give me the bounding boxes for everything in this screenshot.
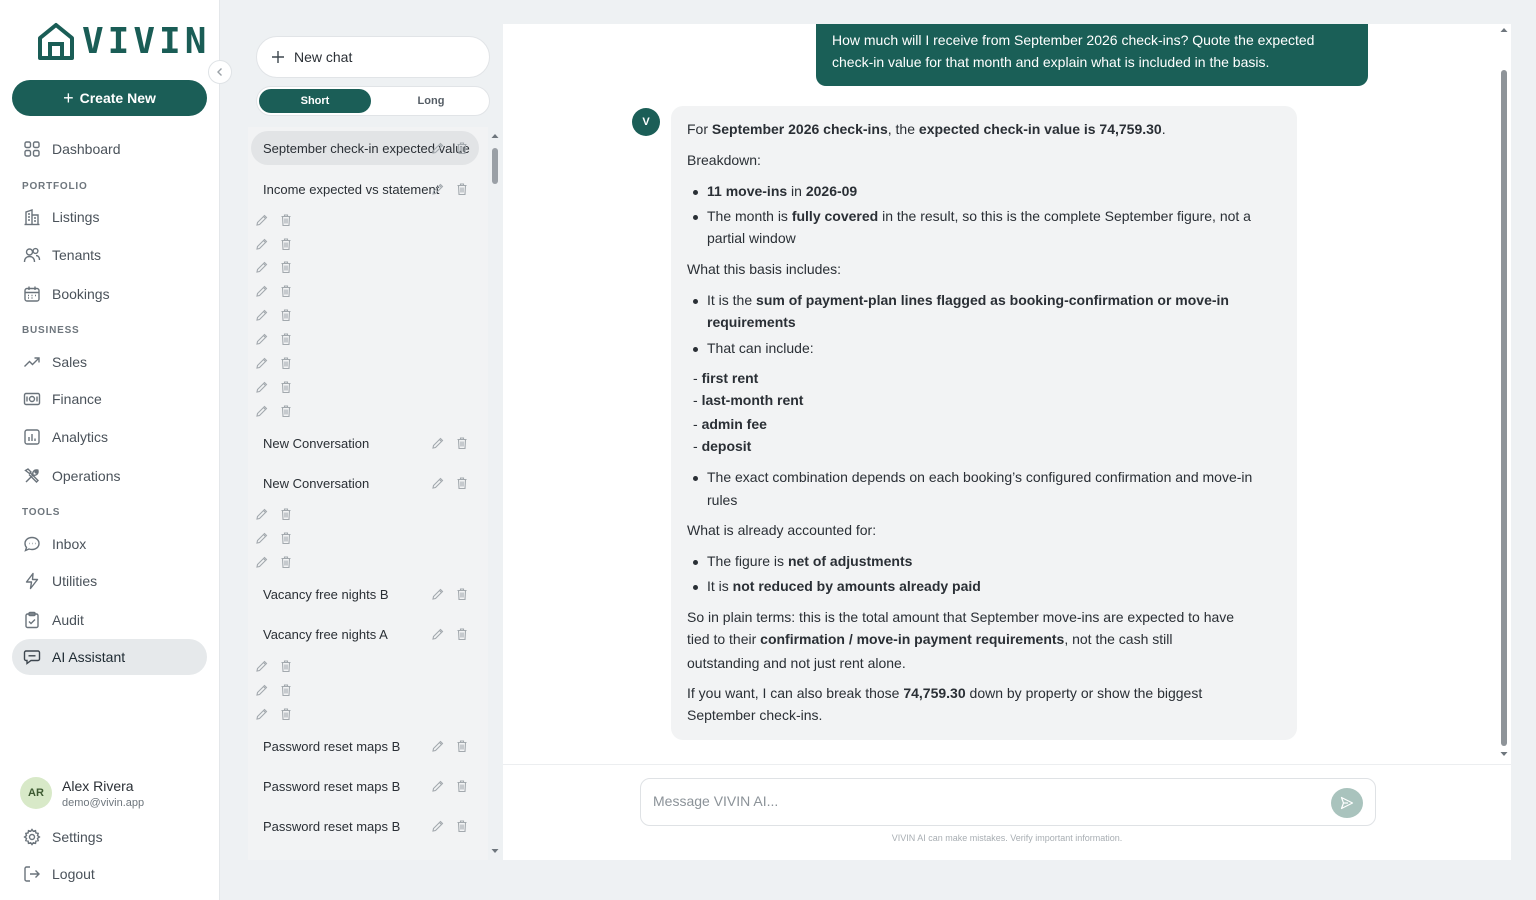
assistant-avatar: V [632,108,660,136]
accounted-item-1: The figure is net of adjustments [707,553,913,569]
trash-icon[interactable] [279,237,293,251]
sidebar-item-utilities[interactable] [12,563,207,599]
pencil-icon[interactable] [255,707,269,721]
composer-divider [503,764,1511,765]
scroll-thumb[interactable] [1501,70,1507,746]
pencil-icon[interactable] [255,260,269,274]
pencil-icon[interactable] [255,555,269,569]
scroll-up-icon [490,132,500,140]
chat-scrollbar[interactable] [1499,26,1509,760]
untitled-conversation-item[interactable] [255,683,293,697]
untitled-conversation-item[interactable] [255,356,293,370]
pencil-icon[interactable] [431,587,445,601]
logout-icon [23,865,41,883]
trash-icon[interactable] [455,739,469,753]
trash-icon[interactable] [279,555,293,569]
trash-icon[interactable] [455,182,469,196]
conversation-actions [431,436,469,450]
sidebar-item-label: Bookings [52,286,110,302]
conversation-title: New Conversation [263,435,370,451]
untitled-conversation-item[interactable] [255,332,293,346]
dash-item: - admin fee [693,416,767,432]
sidebar [0,0,220,900]
new-chat-button[interactable] [256,36,490,78]
send-icon [1340,796,1354,810]
breakdown-item-2-cont: partial window [707,230,796,246]
trash-icon[interactable] [279,659,293,673]
calendar-icon [23,285,41,303]
pencil-icon[interactable] [255,356,269,370]
breakdown-item-1: 11 move-ins in 2026-09 [707,183,858,199]
conversation-title: Password reset maps B [263,818,401,834]
user-message: How much will I receive from September 2026 check-ins? Quote the expected check-in value for that month and explain what is included in the basis. [816,24,1368,86]
chevron-left-icon [215,67,225,77]
pencil-icon[interactable] [255,284,269,298]
trash-icon[interactable] [279,356,293,370]
summary-line-1: So in plain terms: this is the total amount that September move-ins are expected to have [687,609,1235,625]
conversation-item[interactable] [251,577,479,611]
chat-area [503,24,1511,860]
lightning-icon [23,572,41,590]
conversation-actions [431,182,469,196]
bullet-dot [693,476,698,481]
users-icon [23,246,41,264]
pencil-icon[interactable] [255,213,269,227]
building-icon [23,208,41,226]
trash-icon[interactable] [455,779,469,793]
untitled-conversation-item[interactable] [255,380,293,394]
conversation-actions [431,739,469,753]
conversation-list-scrollbar[interactable] [490,132,500,857]
sidebar-item-operations[interactable] [12,458,207,494]
trash-icon[interactable] [455,587,469,601]
settings-label: Settings [52,829,103,845]
logout-link[interactable] [12,856,207,892]
pencil-icon[interactable] [255,683,269,697]
conversation-item[interactable] [251,172,479,206]
length-toggle [256,86,490,116]
banknote-icon [23,390,41,408]
accounted-item-2: It is not reduced by amounts already paid [707,578,981,594]
scroll-up-icon [1499,26,1509,34]
sidebar-item-label: Sales [52,354,88,370]
scroll-down-icon [490,847,500,855]
clipboard-icon [23,611,41,629]
assistant-message [671,106,1297,740]
breakdown-heading: Breakdown: [687,152,761,168]
pencil-icon[interactable] [255,332,269,346]
grid-icon [23,140,41,158]
sidebar-item-label: Audit [52,612,84,628]
dash-item: - deposit [693,438,752,454]
collapse-sidebar-button[interactable] [208,60,232,84]
trash-icon[interactable] [455,436,469,450]
bullet-dot [693,347,698,352]
trash-icon[interactable] [279,308,293,322]
conversation-item[interactable] [251,809,479,843]
breakdown-item-2: The month is fully covered in the result, so this is the complete September figure, not a [707,208,1251,224]
sidebar-item-label: Inbox [52,536,87,552]
untitled-conversation-item[interactable] [255,404,293,418]
conversation-title: New Conversation [263,475,370,491]
untitled-conversation-item[interactable] [255,531,293,545]
summary-line-2: tied to their confirmation / move-in payment requirements, not the cash still [687,631,1173,647]
logo-house-icon [36,22,76,62]
sidebar-item-label: Tenants [52,247,102,263]
trash-icon[interactable] [455,819,469,833]
section-label-business: BUSINESS [22,325,80,336]
user-profile[interactable] [20,777,144,809]
conversation-title: Vacancy free nights B [263,586,389,602]
message-input[interactable] [653,793,1313,809]
sidebar-item-label: Analytics [52,429,109,445]
conversation-actions [431,627,469,641]
avatar: AR [20,777,52,809]
disclaimer: VIVIN AI can make mistakes. Verify important information. [891,833,1123,843]
conversation-item[interactable] [251,426,479,460]
sidebar-item-label: Dashboard [52,141,121,157]
sidebar-item-label: Operations [52,468,121,484]
pencil-icon[interactable] [255,380,269,394]
bullet-dot [693,560,698,565]
trend-up-icon [23,353,41,371]
settings-link[interactable] [12,819,207,855]
new-chat-label: New chat [294,49,353,65]
pencil-icon[interactable] [431,476,445,490]
sidebar-item-bookings[interactable] [12,276,207,312]
section-label-portfolio: PORTFOLIO [22,181,88,192]
offer-line-2: September check-ins. [687,707,823,723]
dash-item: - first rent [693,370,759,386]
plus-icon [271,50,285,64]
logo-text: VIVIN [82,21,211,62]
dash-item: - last-month rent [693,392,804,408]
conversation-item[interactable] [251,729,479,763]
conversation-item[interactable] [251,131,479,165]
trash-icon[interactable] [279,683,293,697]
conversation-actions [431,587,469,601]
conversation-list [248,127,488,860]
sidebar-item-label: Utilities [52,573,98,589]
untitled-conversation-item[interactable] [255,507,293,521]
sidebar-item-label: Listings [52,209,100,225]
plus-icon: + [63,88,74,108]
bar-chart-icon [23,428,41,446]
pencil-icon[interactable] [431,819,445,833]
pencil-icon[interactable] [431,739,445,753]
sidebar-item-tenants[interactable] [12,237,207,273]
sidebar-item-ai-assistant[interactable] [12,639,207,675]
gear-icon [23,828,41,846]
bullet-dot [693,299,698,304]
bullet-dot [693,215,698,220]
sidebar-item-analytics[interactable] [12,419,207,455]
trash-icon[interactable] [279,507,293,521]
untitled-conversation-item[interactable] [255,260,293,274]
section-label-tools: TOOLS [22,507,61,518]
pencil-icon[interactable] [431,627,445,641]
trash-icon[interactable] [455,627,469,641]
trash-icon[interactable] [279,707,293,721]
basis-item-3: The exact combination depends on each booking’s configured confirmation and move-in [707,469,1253,485]
basis-item-3-cont: rules [707,492,738,508]
conversation-title: Vacancy free nights A [263,626,388,642]
untitled-conversation-item[interactable] [255,284,293,298]
assistant-icon [23,648,41,666]
basis-heading: What this basis includes: [687,261,842,277]
trash-icon[interactable] [279,404,293,418]
trash-icon[interactable] [279,380,293,394]
toggle-long[interactable]: Long [417,95,445,107]
app-logo[interactable] [36,22,210,62]
untitled-conversation-item[interactable] [255,213,293,227]
create-new-label: Create New [79,90,156,106]
send-button[interactable] [1331,788,1363,818]
sidebar-item-sales[interactable] [12,344,207,380]
conversation-item[interactable] [251,617,479,651]
answer-intro: For September 2026 check-ins, the expected check-in value is 74,759.30. [687,121,1166,137]
pencil-icon[interactable] [255,531,269,545]
pencil-icon[interactable] [431,779,445,793]
toggle-short[interactable]: Short [259,89,371,113]
trash-icon[interactable] [279,284,293,298]
create-new-button[interactable] [12,80,207,116]
conversation-title: Password reset maps B [263,778,401,794]
pencil-icon[interactable] [431,141,445,155]
user-email: demo@vivin.app [62,796,145,809]
user-name: Alex Rivera [62,777,134,794]
bullet-dot [693,190,698,195]
offer-line-1: If you want, I can also break those 74,759.30 down by property or show the biggest [687,685,1203,701]
trash-icon[interactable] [279,332,293,346]
summary-line-3: outstanding and not just rent alone. [687,655,906,671]
untitled-conversation-item[interactable] [255,659,293,673]
conversation-actions [431,141,469,155]
untitled-conversation-item[interactable] [255,308,293,322]
trash-icon[interactable] [455,141,469,155]
sidebar-item-label: AI Assistant [52,649,126,665]
sidebar-item-label: Finance [52,391,102,407]
conversation-title: Income expected vs statement [263,181,440,197]
pencil-icon[interactable] [255,404,269,418]
pencil-icon[interactable] [255,308,269,322]
basis-item-2: That can include: [707,340,814,356]
trash-icon[interactable] [279,531,293,545]
pencil-icon[interactable] [255,659,269,673]
conversation-actions [431,476,469,490]
conversation-actions [431,819,469,833]
scroll-thumb[interactable] [492,148,498,184]
basis-item-1: It is the sum of payment-plan lines flagged as booking-confirmation or move-in [707,292,1229,308]
conversation-title: Password reset maps B [263,738,401,754]
trash-icon[interactable] [279,260,293,274]
message-composer [640,778,1376,826]
untitled-conversation-item[interactable] [255,555,293,569]
scroll-down-icon [1499,750,1509,758]
logout-label: Logout [52,866,95,882]
sidebar-item-dashboard[interactable] [12,131,207,167]
untitled-conversation-item[interactable] [255,237,293,251]
pencil-icon[interactable] [255,237,269,251]
conversation-actions [431,779,469,793]
basis-item-1-cont: requirements [707,314,796,330]
sidebar-item-audit[interactable] [12,602,207,638]
sidebar-item-listings[interactable] [12,199,207,235]
pencil-icon[interactable] [255,507,269,521]
bullet-dot [693,585,698,590]
untitled-conversation-item[interactable] [255,707,293,721]
tools-icon [23,467,41,485]
conversation-item[interactable] [251,769,479,803]
conversation-item[interactable] [251,466,479,500]
conversation-title: September check-in expected value [263,140,470,156]
trash-icon[interactable] [279,213,293,227]
accounted-heading: What is already accounted for: [687,522,877,538]
sidebar-item-finance[interactable] [12,381,207,417]
sidebar-item-inbox[interactable] [12,526,207,562]
pencil-icon[interactable] [431,182,445,196]
trash-icon[interactable] [455,476,469,490]
chat-bubble-icon [23,535,41,553]
pencil-icon[interactable] [431,436,445,450]
